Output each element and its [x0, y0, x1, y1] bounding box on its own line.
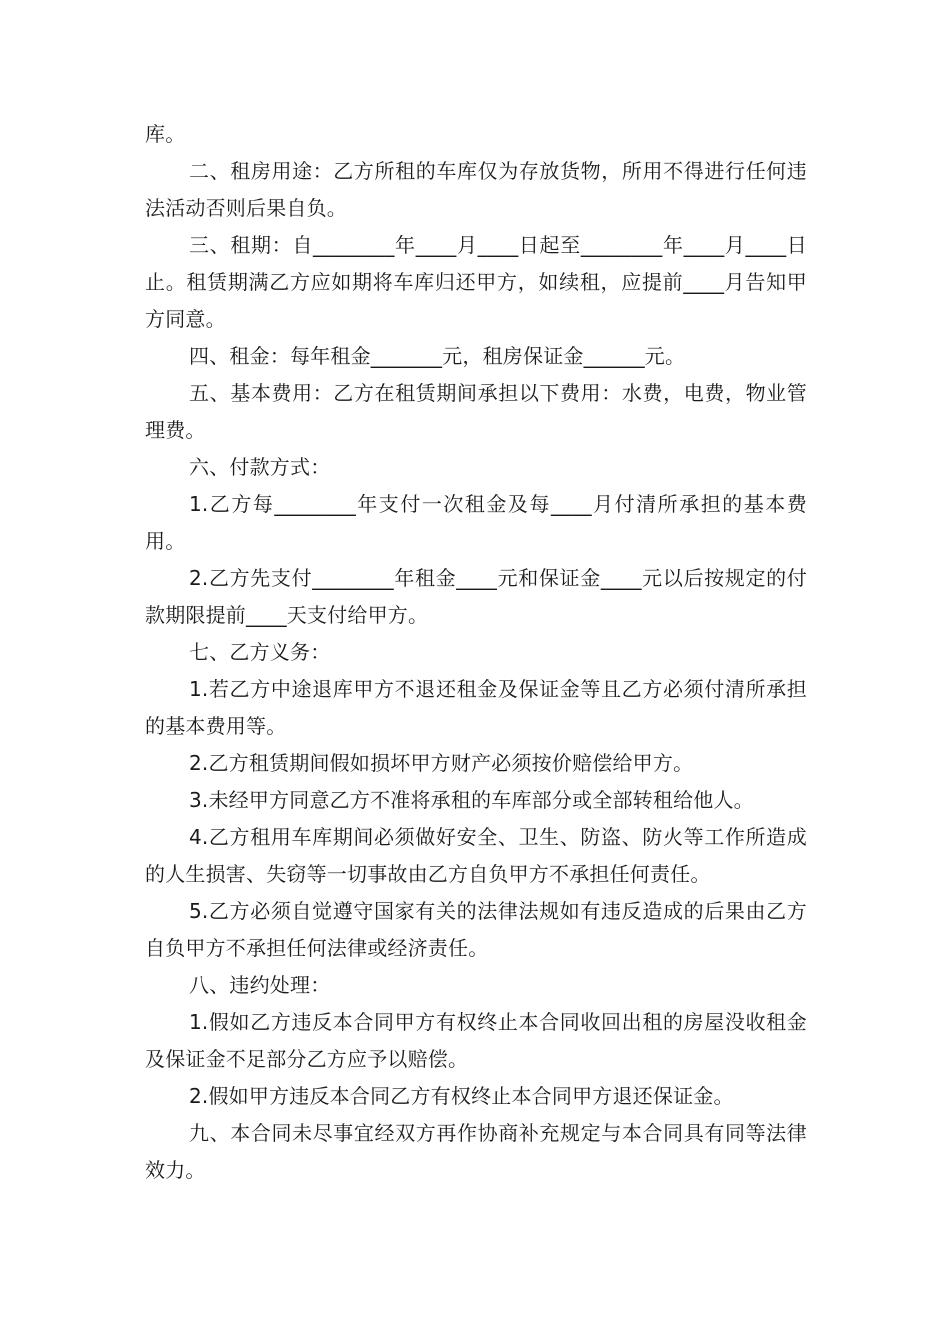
document-body [145, 116, 807, 1189]
clause-obligation-item-5: 5.乙方必须自觉遵守国家有关的法律法规如有违反造成的后果由乙方自负甲方不承担任何法律或经济责任。 [145, 899, 807, 960]
clause-obligations-heading: 七、乙方义务： [189, 640, 331, 664]
clause-supplementary: 九、本合同未尽事宜经双方再作协商补充规定与本合同具有同等法律效力。 [145, 1121, 807, 1182]
clause-obligation-item-4: 4.乙方租用车库期间必须做好安全、卫生、防盗、防火等工作所造成的人生损害、失窃等一切事故由乙方自负甲方不承担任何责任。 [145, 825, 807, 886]
clause-obligation-item-2: 2.乙方租赁期间假如损坏甲方财产必须按价赔偿给甲方。 [189, 751, 694, 775]
clause-payment-item-2: 2.乙方先支付________年租金____元和保证金____元以后按规定的付款期限提前____天支付给甲方。 [145, 566, 807, 627]
clause-obligation-item-3: 3.未经甲方同意乙方不准将承租的车库部分或全部转租给他人。 [189, 788, 754, 812]
clause-obligation-item-1: 1.若乙方中途退库甲方不退还租金及保证金等且乙方必须付清所承担的基本费用等。 [145, 677, 807, 738]
paragraph-continuation: 库。 [145, 122, 186, 146]
clause-breach-item-1: 1.假如乙方违反本合同甲方有权终止本合同收回出租的房屋没收租金及保证金不足部分乙方应予以赔偿。 [145, 1010, 807, 1071]
clause-basic-fees: 五、基本费用：乙方在租赁期间承担以下费用：水费，电费，物业管理费。 [145, 381, 807, 442]
clause-breach-item-2: 2.假如甲方违反本合同乙方有权终止本合同甲方退还保证金。 [189, 1084, 734, 1108]
clause-rent: 四、租金：每年租金_______元，租房保证金______元。 [189, 344, 686, 368]
clause-term: 三、租期：自________年____月____日起至________年____月____日止。租赁期满乙方应如期将车库归还甲方，如续租，应提前____月告知甲方同意。 [145, 233, 807, 331]
clause-usage: 二、租房用途：乙方所租的车库仅为存放货物，所用不得进行任何违法活动否则后果自负。 [145, 159, 807, 220]
clause-payment-heading: 六、付款方式： [189, 455, 331, 479]
clause-breach-heading: 八、违约处理： [189, 973, 331, 997]
clause-payment-item-1: 1.乙方每________年支付一次租金及每____月付清所承担的基本费用。 [145, 492, 807, 553]
